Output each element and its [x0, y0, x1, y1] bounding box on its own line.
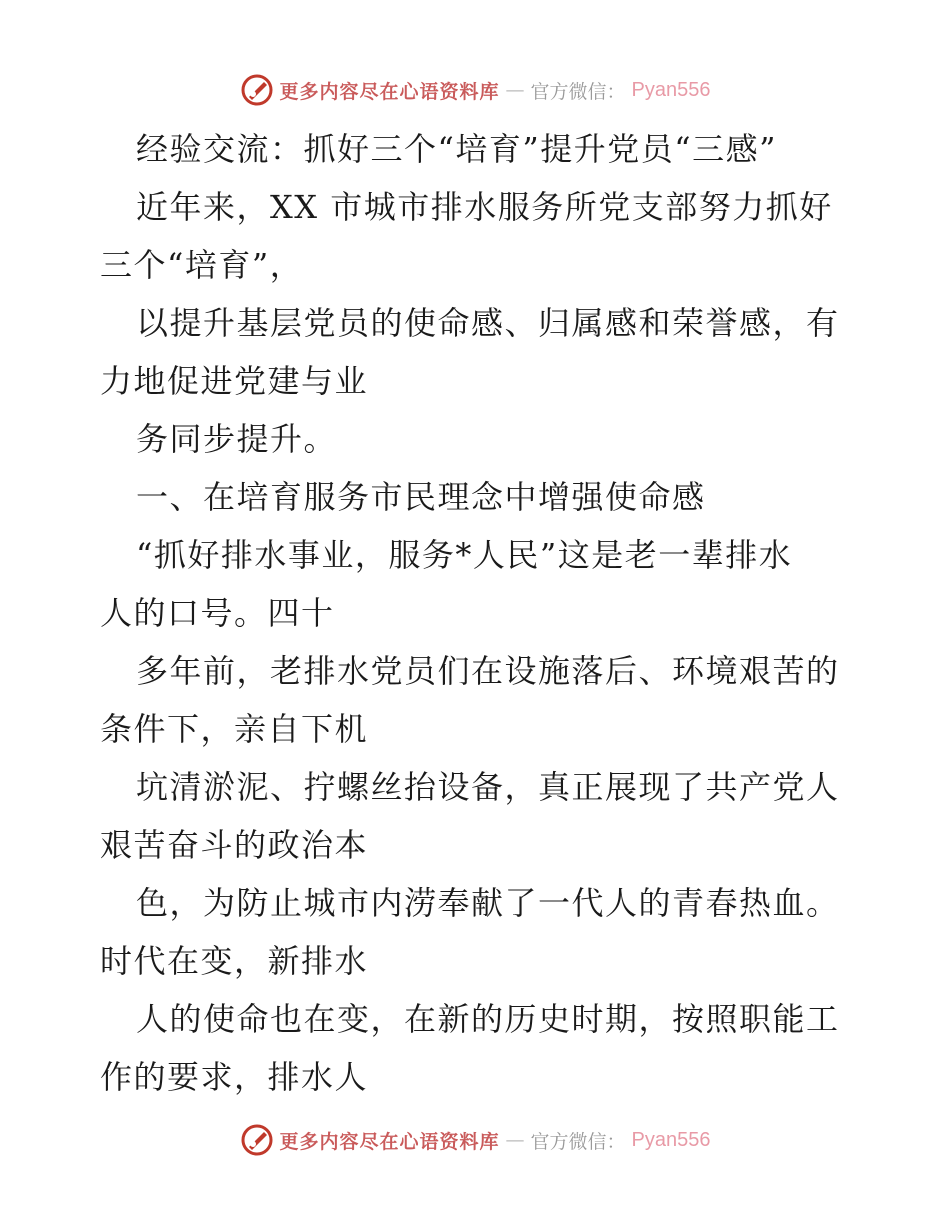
watermark-contact-label: 官方微信： [530, 80, 626, 103]
paragraph-line: 人的使命也在变，在新的历史时期，按照职能工 [136, 1000, 840, 1038]
paragraph-line: 力地促进党建与业 [100, 362, 369, 400]
paragraph-line: 以提升基层党员的使命感、归属感和荣誉感，有 [136, 304, 840, 342]
paragraph-line: “抓好排水事业，服务*人民”这是老一辈排水 [136, 536, 793, 574]
paragraph-line: 作的要求，排水人 [100, 1058, 369, 1096]
document-body [100, 120, 860, 1106]
watermark-contact-label: 官方微信： [530, 1130, 626, 1153]
paragraph-line: 务同步提升。 [136, 420, 338, 458]
watermark-separator: — [505, 79, 525, 101]
paragraph-line: 条件下，亲自下机 [100, 710, 369, 748]
paragraph-line: 三个“培育”， [100, 246, 304, 284]
paragraph-line: 色，为防止城市内涝奉献了一代人的青春热血。 [136, 884, 840, 922]
paragraph-line: 人的口号。四十 [100, 594, 335, 632]
document-title: 经验交流：抓好三个“培育”提升党员“三感” [136, 130, 777, 168]
paragraph-line: 时代在变，新排水 [100, 942, 369, 980]
watermark-separator: — [505, 1129, 525, 1151]
paragraph-line: 艰苦奋斗的政治本 [100, 826, 369, 864]
paragraph-line: 近年来，XX 市城市排水服务所党支部努力抓好 [136, 188, 833, 226]
brand-logo-icon [240, 1123, 274, 1157]
watermark-contact-id: Pyan556 [631, 1128, 711, 1151]
watermark-contact-id: Pyan556 [631, 78, 711, 101]
paragraph-line: 多年前，老排水党员们在设施落后、环境艰苦的 [136, 652, 840, 690]
paragraph-line: 坑清淤泥、拧螺丝抬设备，真正展现了共产党人 [136, 768, 840, 806]
watermark-brand: 更多内容尽在心语资料库 [279, 80, 500, 103]
brand-logo-icon [240, 73, 274, 107]
section-heading: 一、在培育服务市民理念中增强使命感 [136, 478, 706, 516]
footer-watermark [0, 1120, 950, 1160]
watermark-brand: 更多内容尽在心语资料库 [279, 1130, 500, 1153]
header-watermark [0, 70, 950, 110]
